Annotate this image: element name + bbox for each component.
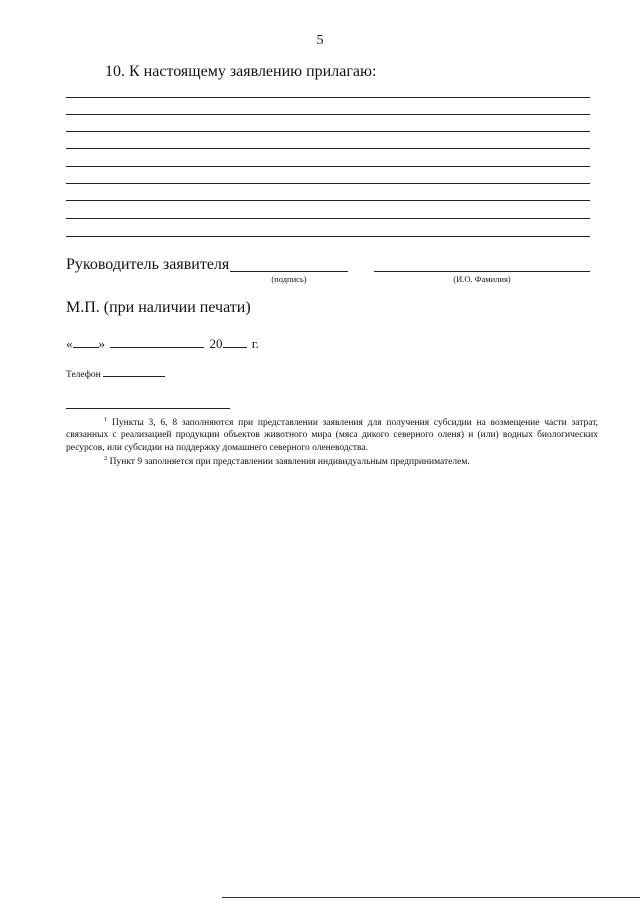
head-of-applicant-label: Руководитель заявителя	[66, 256, 230, 273]
footnote-text: Пункт 9 заполняется при представлении заявления индивидуальным предпринимателем.	[109, 457, 470, 467]
century-text: 20	[209, 336, 223, 351]
signature-caption: (подпись)	[271, 274, 307, 284]
attachment-line	[66, 148, 590, 149]
footnote-mark: 1	[104, 416, 108, 423]
day-blank	[73, 335, 99, 348]
attachments-heading: 10. К настоящему заявлению прилагаю:	[105, 63, 377, 80]
phone-label: Телефон	[66, 370, 101, 380]
page-number: 5	[316, 33, 324, 48]
signature-line	[230, 271, 348, 272]
date-line	[66, 335, 259, 352]
attachment-line	[66, 183, 590, 184]
attachment-line	[66, 114, 590, 115]
attachment-line	[66, 131, 590, 132]
name-line	[374, 271, 590, 272]
footnote-text: Пункты 3, 6, 8 заполняются при представлении заявления для получения субсидии на возмещение части затрат, связанных с реализацией продукции объектов животного мира (мяса дикого северного оленя) и (или) водных биологических ресурсов, или субсидии на поддержку домашнего северного оленеводства.	[66, 418, 599, 453]
phone-blank	[103, 367, 165, 377]
footnote-2	[66, 456, 598, 468]
close-quote: »	[98, 336, 105, 351]
footnote-mark: 2	[104, 455, 108, 462]
attachment-line	[66, 200, 590, 201]
stamp-label: М.П. (при наличии печати)	[66, 299, 251, 316]
footnote-separator	[66, 408, 230, 409]
page-bottom-rule	[222, 897, 640, 898]
attachment-line	[66, 166, 590, 167]
attachment-line	[66, 97, 590, 98]
name-caption: (И.О. Фамилия)	[453, 274, 511, 284]
attachment-line	[66, 236, 590, 237]
footnote-1	[66, 417, 598, 454]
year-blank	[223, 335, 247, 348]
phone-line	[66, 367, 165, 380]
year-suffix: г.	[251, 336, 259, 351]
month-blank	[110, 335, 204, 348]
attachment-line	[66, 218, 590, 219]
open-quote: «	[66, 336, 73, 351]
